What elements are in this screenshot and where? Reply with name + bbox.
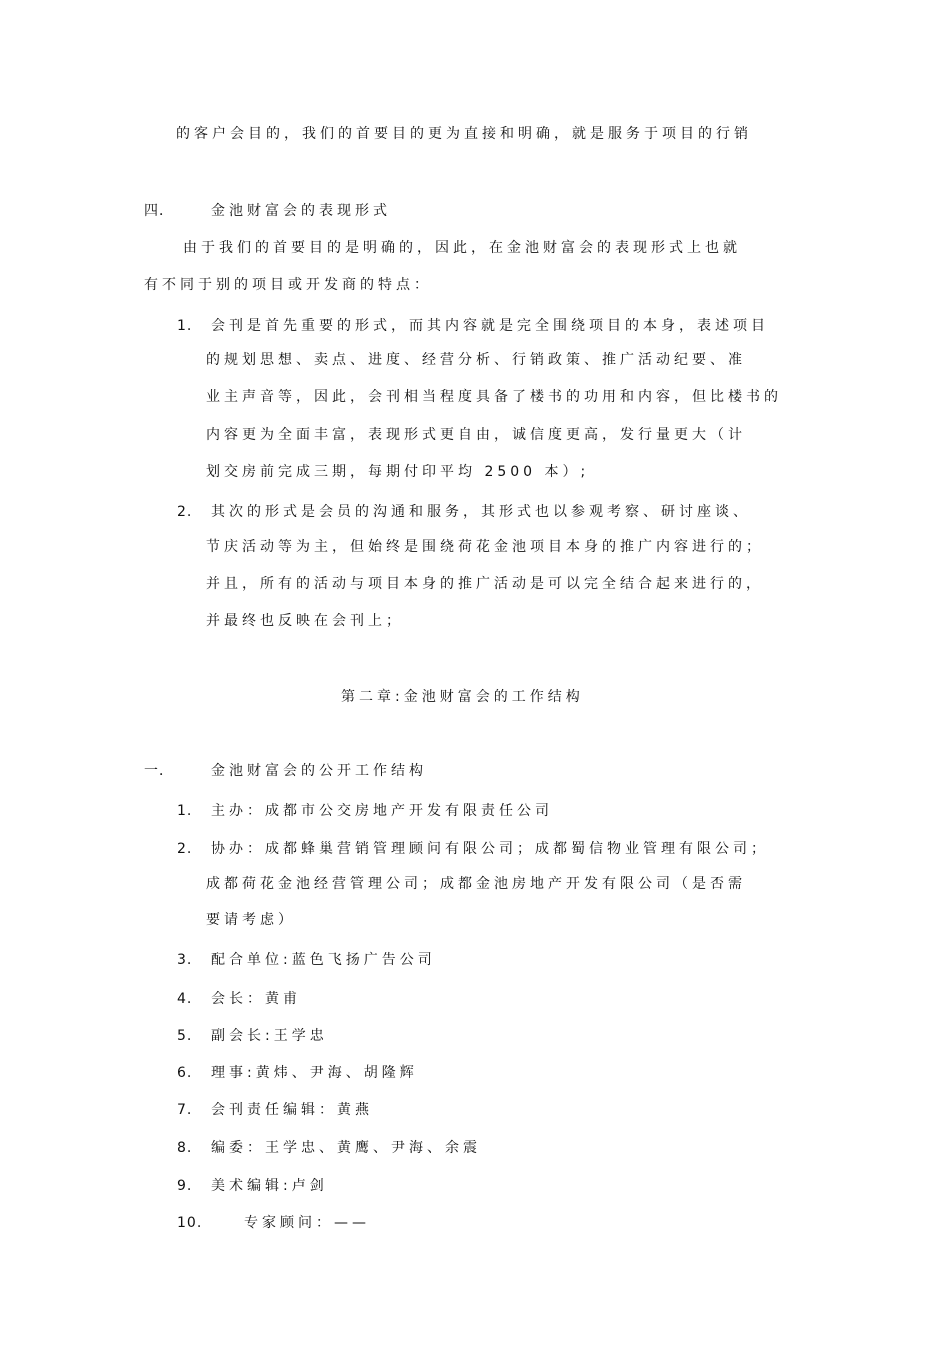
list-item-number: 10.	[177, 1215, 203, 1231]
list-item-line: 主办：成都市公交房地产开发有限责任公司	[211, 803, 553, 819]
list-item-line: 理事:黄炜、尹海、胡隆辉	[211, 1065, 418, 1081]
section-4-paragraph-line: 有不同于别的项目或开发商的特点：	[144, 277, 432, 293]
list-item-line: 并最终也反映在会刊上；	[206, 613, 404, 629]
list-item-line: 业主声音等，因此，会刊相当程度具备了楼书的功用和内容，但比楼书的	[206, 389, 782, 405]
list-item-line: 要请考虑）	[206, 912, 296, 928]
list-item-line: 成都荷花金池经营管理公司；成都金池房地产开发有限公司（是否需	[206, 876, 746, 892]
list-item-number: 6.	[177, 1065, 193, 1081]
section-1-marker: 一．	[144, 763, 174, 779]
carry-over-line: 的客户会目的，我们的首要目的更为直接和明确，就是服务于项目的行销	[176, 126, 752, 142]
section-4-marker: 四．	[144, 203, 174, 219]
list-item-line: 内容更为全面丰富，表现形式更自由，诚信度更高，发行量更大（计	[206, 427, 746, 443]
list-item-number: 1.	[177, 318, 193, 334]
list-item-line: 会长：黄甫	[211, 991, 301, 1007]
list-item-line: 编委：王学忠、黄鹰、尹海、余震	[211, 1140, 481, 1156]
section-1-heading: 金池财富会的公开工作结构	[211, 763, 427, 779]
list-item-number: 4.	[177, 991, 193, 1007]
chapter-title: 第二章:金池财富会的工作结构	[341, 689, 584, 705]
list-item-number: 2.	[177, 504, 193, 520]
list-item-number: 8.	[177, 1140, 193, 1156]
list-item-number: 7.	[177, 1102, 193, 1118]
list-item-line: 会刊是首先重要的形式，而其内容就是完全围绕项目的本身，表述项目	[211, 318, 769, 334]
list-item-line: 协办：成都蜂巢营销管理顾问有限公司；成都蜀信物业管理有限公司；	[211, 841, 769, 857]
list-item-line: 的规划思想、卖点、进度、经营分析、行销政策、推广活动纪要、准	[206, 352, 746, 368]
list-item-number: 2.	[177, 841, 193, 857]
list-item-line: 节庆活动等为主，但始终是围绕荷花金池项目本身的推广内容进行的；	[206, 539, 764, 555]
section-4-heading: 金池财富会的表现形式	[211, 203, 391, 219]
list-item-number: 3.	[177, 952, 193, 968]
list-item-line: 并且，所有的活动与项目本身的推广活动是可以完全结合起来进行的，	[206, 576, 764, 592]
list-item-line: 划交房前完成三期，每期付印平均 2500 本）;	[206, 464, 590, 480]
list-item-line: 会刊责任编辑：黄燕	[211, 1102, 373, 1118]
list-item-number: 9.	[177, 1178, 193, 1194]
list-item-line: 美术编辑:卢剑	[211, 1178, 328, 1194]
list-item-line: 专家顾问：——	[244, 1215, 370, 1231]
list-item-line: 其次的形式是会员的沟通和服务，其形式也以参观考察、研讨座谈、	[211, 504, 751, 520]
list-item-line: 副会长:王学忠	[211, 1028, 328, 1044]
list-item-line: 配合单位:蓝色飞扬广告公司	[211, 952, 436, 968]
list-item-number: 5.	[177, 1028, 193, 1044]
list-item-number: 1.	[177, 803, 193, 819]
section-4-paragraph-line: 由于我们的首要目的是明确的，因此，在金池财富会的表现形式上也就	[183, 240, 741, 256]
